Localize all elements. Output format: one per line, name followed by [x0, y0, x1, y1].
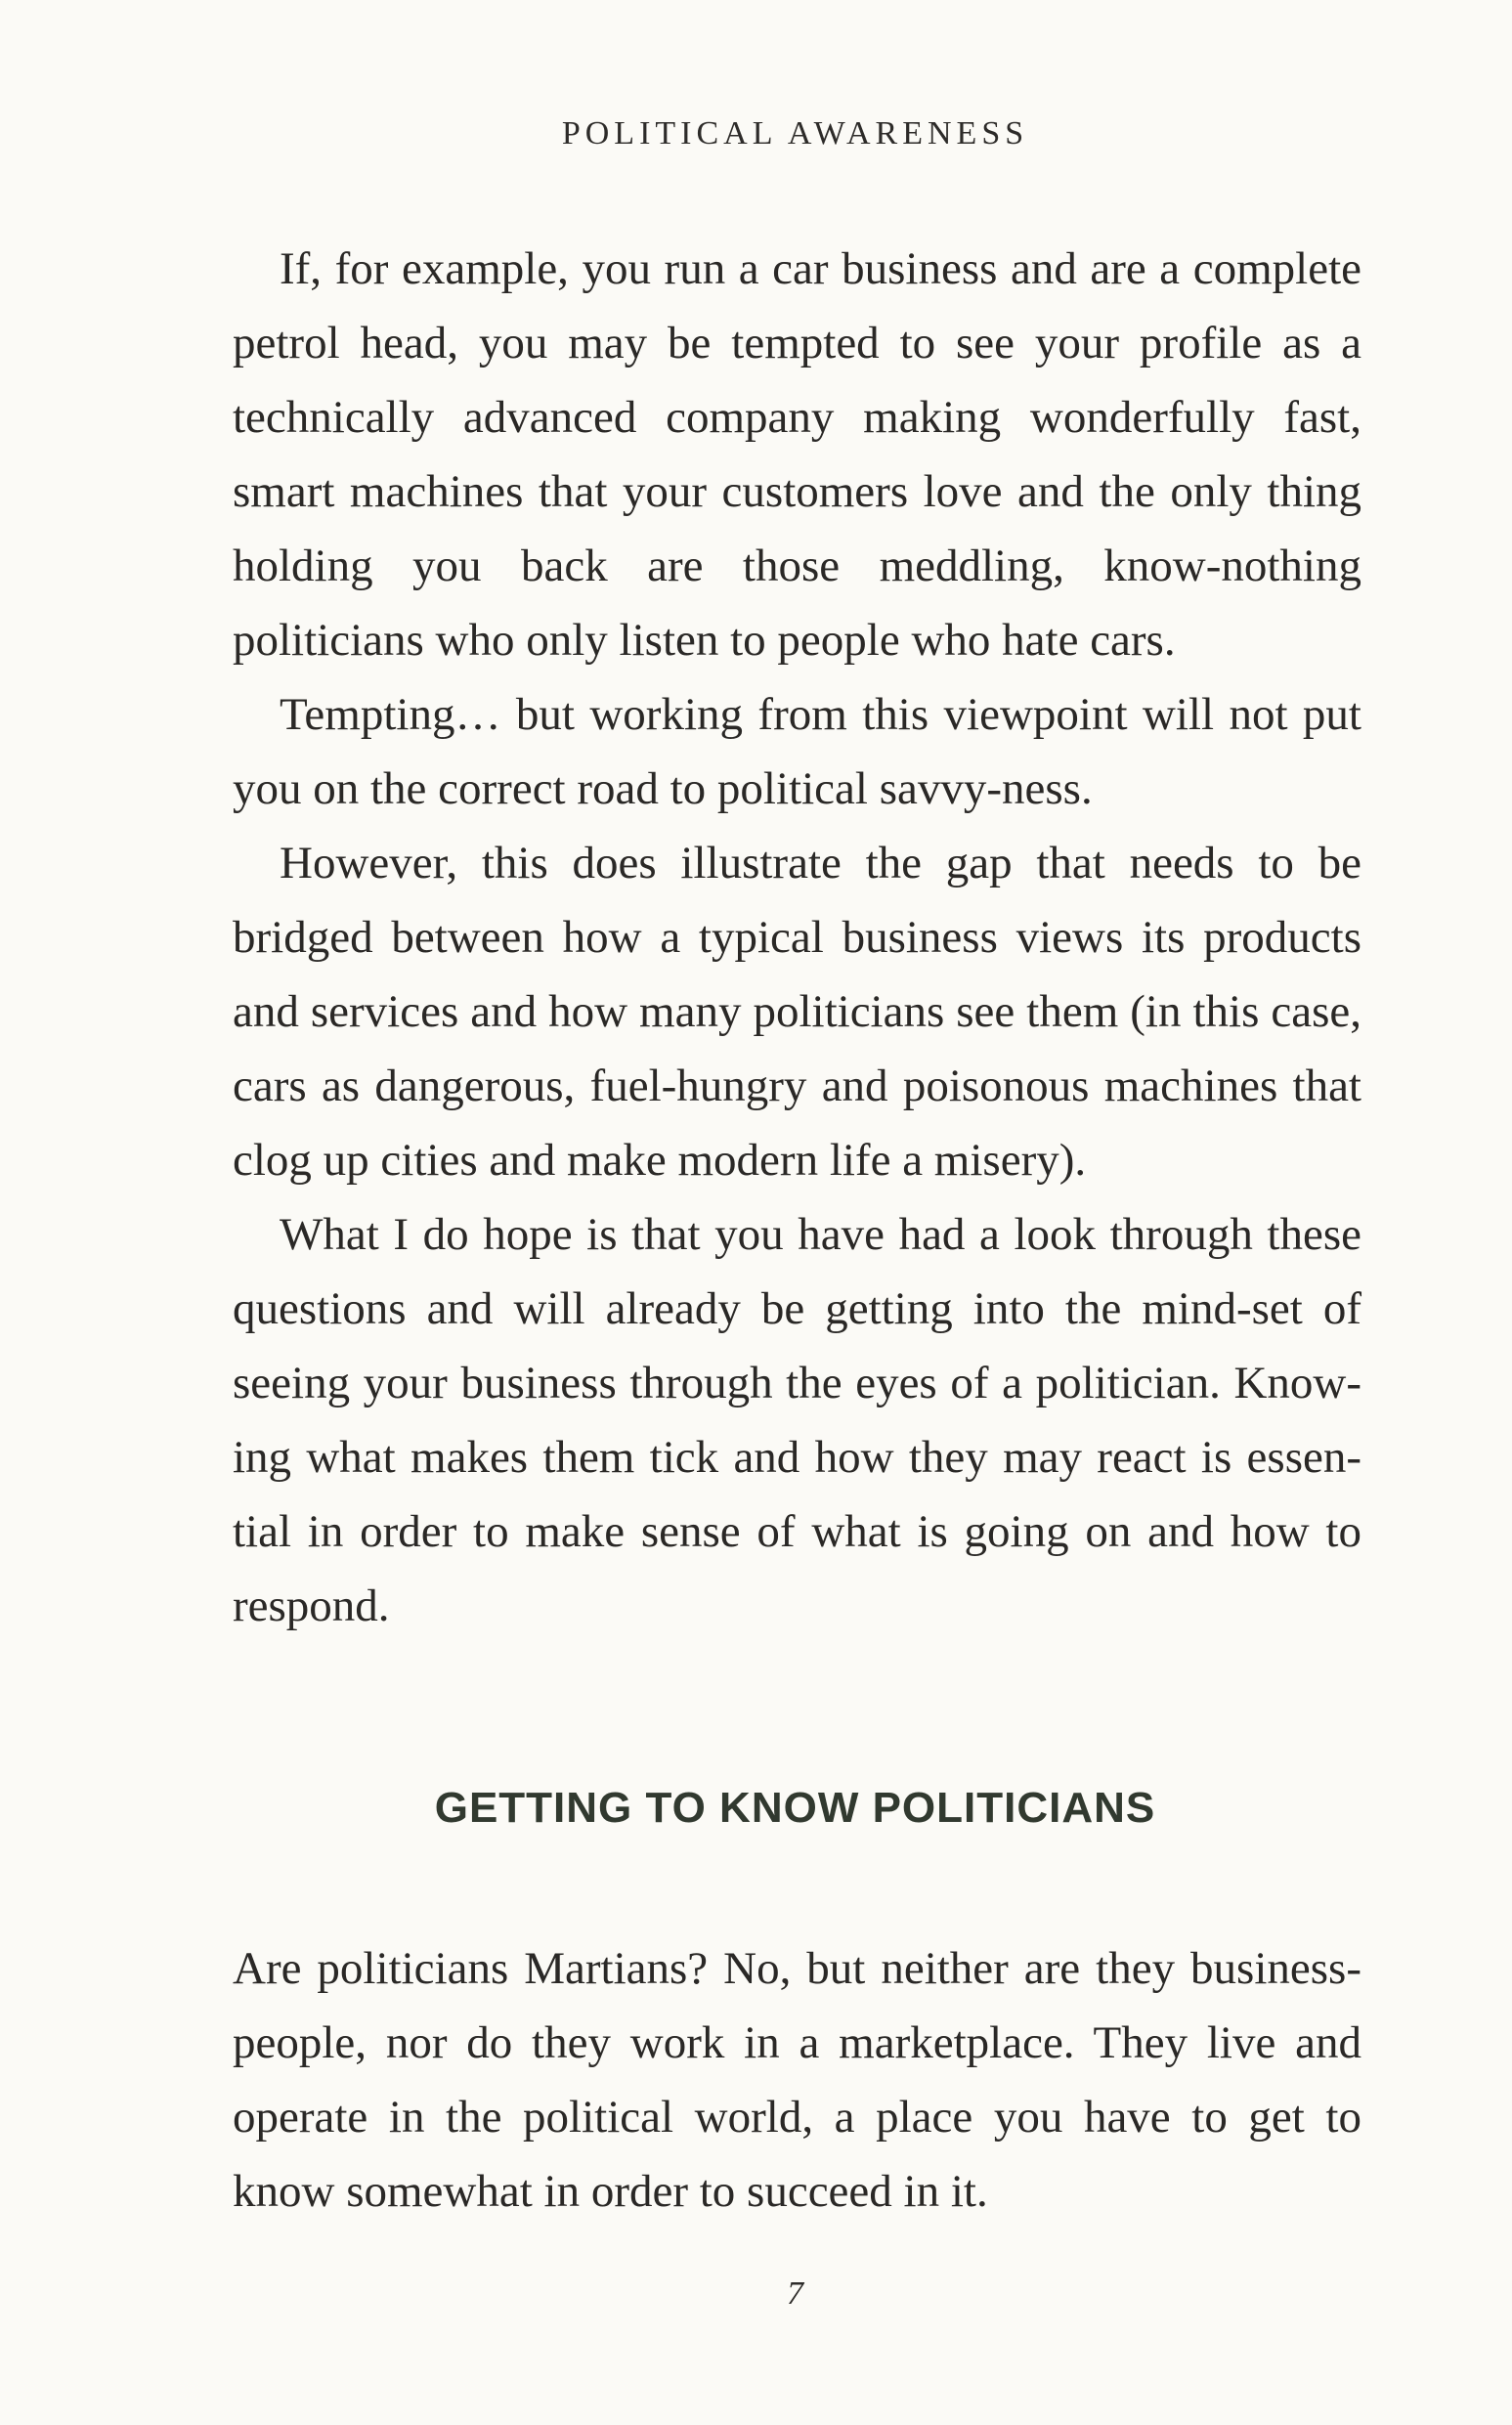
page-number: 7	[787, 2275, 803, 2312]
paragraph: Are politicians Martians? No, but neither are they businesspeople, nor do they work in a marketplace. They live and operate in the political world, a place you have to get to know somewhat in order to succeed in it.	[233, 1943, 1361, 2217]
section-body	[233, 1931, 1361, 2229]
body-text	[233, 232, 1361, 1643]
paragraph: If, for example, you run a car business and are a complete petrol head, you may be tempted to see your profile as a technically advanced company making wonderfully fast, smart machines that your customers love and the only thing holding you back are those meddling, know-nothing politicians who only listen to people who hate cars.	[233, 243, 1361, 666]
section-heading: GETTING TO KNOW POLITICIANS	[434, 1784, 1156, 1832]
running-head: POLITICAL AWARENESS	[561, 115, 1029, 152]
paragraph: However, this does illustrate the gap that needs to be bridged between how a typical business views its products and services and how many politicians see them (in this case, cars as dangerous, fuel-hungry and poisonous machines that clog up cities and make modern life a misery).	[233, 838, 1361, 1186]
paragraph: What I do hope is that you have had a look through these questions and will already be getting into the mind-set of seeing your business through the eyes of a politician. Knowing what makes them tick and how they may react is essential in order to make sense of what is going on and how to respond.	[233, 1209, 1361, 1631]
paragraph: Tempting… but working from this viewpoint will not put you on the correct road to political savvy-ness.	[233, 689, 1361, 814]
